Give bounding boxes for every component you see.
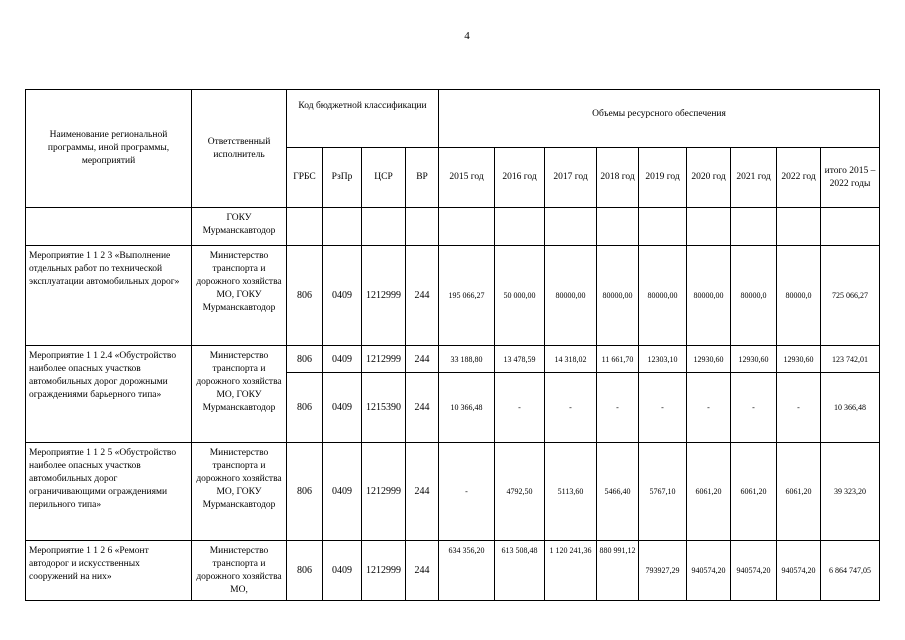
header-year-2021: 2021 год	[731, 148, 777, 208]
row-executor: Министерство транспорта и дорожного хозяйства МО, ГОКУ Мурманскавтодор	[192, 346, 287, 443]
cell-csr: 1212999	[362, 443, 406, 541]
cell-grbs: 806	[287, 373, 323, 443]
row-executor: Министерство транспорта и дорожного хозяйства МО, ГОКУ Мурманскавтодор	[192, 443, 287, 541]
budget-table	[25, 89, 880, 601]
cell-value: 940574,20	[731, 541, 777, 601]
row-name	[26, 208, 192, 246]
cell-value: 14 318,02	[545, 346, 597, 373]
cell-value: 5466,40	[597, 443, 639, 541]
cell-value: 50 000,00	[495, 246, 545, 346]
header-executor: Ответственный исполнитель	[192, 90, 287, 208]
cell-value: -	[639, 373, 687, 443]
cell-value	[639, 208, 687, 246]
cell-csr: 1212999	[362, 541, 406, 601]
cell-value: 10 366,48	[439, 373, 495, 443]
cell-value: -	[687, 373, 731, 443]
cell-vr: 244	[406, 373, 439, 443]
cell-value: 123 742,01	[821, 346, 880, 373]
row-executor: Министерство транспорта и дорожного хозяйства МО,	[192, 541, 287, 601]
cell-value: 33 188,80	[439, 346, 495, 373]
cell-csr: 1215390	[362, 373, 406, 443]
cell-rzpr: 0409	[323, 443, 362, 541]
header-budget-code: Код бюджетной классификации	[287, 90, 439, 148]
header-year-2020: 2020 год	[687, 148, 731, 208]
cell-rzpr: 0409	[323, 541, 362, 601]
cell-rzpr: 0409	[323, 246, 362, 346]
cell-value: 80000,0	[777, 246, 821, 346]
cell-value	[687, 208, 731, 246]
cell-value: 6061,20	[687, 443, 731, 541]
table-row	[26, 443, 880, 541]
cell-csr: 1212999	[362, 346, 406, 373]
cell-rzpr: 0409	[323, 346, 362, 373]
cell-value	[731, 208, 777, 246]
cell-value	[545, 208, 597, 246]
cell-csr: 1212999	[362, 246, 406, 346]
cell-value: 6061,20	[731, 443, 777, 541]
cell-vr	[406, 208, 439, 246]
cell-rzpr: 0409	[323, 373, 362, 443]
header-year-2019: 2019 год	[639, 148, 687, 208]
row-name: Мероприятие 1 1 2.4 «Обустройство наиболее опасных участков автомобильных дорог дорожными ограждениями барьерного типа»	[26, 346, 192, 443]
cell-value: 12930,60	[731, 346, 777, 373]
cell-value: -	[731, 373, 777, 443]
cell-value: -	[597, 373, 639, 443]
cell-value: 12930,60	[777, 346, 821, 373]
cell-value: 940574,20	[687, 541, 731, 601]
cell-value: 613 508,48	[495, 541, 545, 601]
cell-value: 80000,00	[687, 246, 731, 346]
cell-vr: 244	[406, 246, 439, 346]
table-row	[26, 208, 880, 246]
header-csr: ЦСР	[362, 148, 406, 208]
cell-value	[777, 208, 821, 246]
cell-value: 940574,20	[777, 541, 821, 601]
cell-value: 5767,10	[639, 443, 687, 541]
cell-value: 880 991,12	[597, 541, 639, 601]
cell-grbs: 806	[287, 246, 323, 346]
header-row-top	[26, 90, 880, 148]
table-row	[26, 246, 880, 346]
header-resources: Объемы ресурсного обеспечения	[439, 90, 880, 148]
cell-vr: 244	[406, 346, 439, 373]
table-row	[26, 346, 880, 373]
cell-value: 13 478,59	[495, 346, 545, 373]
cell-value: 12303,10	[639, 346, 687, 373]
cell-value: 80000,00	[597, 246, 639, 346]
cell-vr: 244	[406, 443, 439, 541]
cell-grbs: 806	[287, 346, 323, 373]
cell-value	[439, 208, 495, 246]
cell-value: 5113,60	[545, 443, 597, 541]
row-executor: ГОКУ Мурманскавтодор	[192, 208, 287, 246]
cell-value: 634 356,20	[439, 541, 495, 601]
row-executor: Министерство транспорта и дорожного хозяйства МО, ГОКУ Мурманскавтодор	[192, 246, 287, 346]
header-name: Наименование региональной программы, иной программы, мероприятий	[26, 90, 192, 208]
header-rzpr: РзПр	[323, 148, 362, 208]
row-name: Мероприятие 1 1 2 6 «Ремонт автодорог и искусственных сооружений на них»	[26, 541, 192, 601]
cell-value: 725 066,27	[821, 246, 880, 346]
cell-value	[495, 208, 545, 246]
cell-value: 4792,50	[495, 443, 545, 541]
header-year-2016: 2016 год	[495, 148, 545, 208]
cell-value: 6061,20	[777, 443, 821, 541]
header-year-2015: 2015 год	[439, 148, 495, 208]
cell-value: -	[545, 373, 597, 443]
header-year-2018: 2018 год	[597, 148, 639, 208]
cell-value: -	[777, 373, 821, 443]
cell-value: -	[439, 443, 495, 541]
cell-value: 12930,60	[687, 346, 731, 373]
cell-value: 80000,00	[545, 246, 597, 346]
cell-value: 1 120 241,36	[545, 541, 597, 601]
cell-grbs	[287, 208, 323, 246]
cell-csr	[362, 208, 406, 246]
cell-value: -	[495, 373, 545, 443]
table-row	[26, 541, 880, 601]
row-name: Мероприятие 1 1 2 5 «Обустройство наиболее опасных участков автомобильных дорог ограничивающими ограждениями перильного типа»	[26, 443, 192, 541]
cell-value: 80000,0	[731, 246, 777, 346]
header-vr: ВР	[406, 148, 439, 208]
header-total: итого 2015 – 2022 годы	[821, 148, 880, 208]
cell-grbs: 806	[287, 541, 323, 601]
cell-value	[597, 208, 639, 246]
cell-value: 11 661,70	[597, 346, 639, 373]
cell-value: 80000,00	[639, 246, 687, 346]
cell-value: 39 323,20	[821, 443, 880, 541]
cell-value: 195 066,27	[439, 246, 495, 346]
cell-value	[821, 208, 880, 246]
cell-value: 10 366,48	[821, 373, 880, 443]
header-grbs: ГРБС	[287, 148, 323, 208]
row-name: Мероприятие 1 1 2 3 «Выполнение отдельных работ по технической эксплуатации автомобильных дорог»	[26, 246, 192, 346]
cell-rzpr	[323, 208, 362, 246]
cell-grbs: 806	[287, 443, 323, 541]
cell-value: 793927,29	[639, 541, 687, 601]
cell-vr: 244	[406, 541, 439, 601]
header-year-2017: 2017 год	[545, 148, 597, 208]
header-year-2022: 2022 год	[777, 148, 821, 208]
cell-value: 6 864 747,05	[821, 541, 880, 601]
page-number: 4	[464, 30, 470, 42]
